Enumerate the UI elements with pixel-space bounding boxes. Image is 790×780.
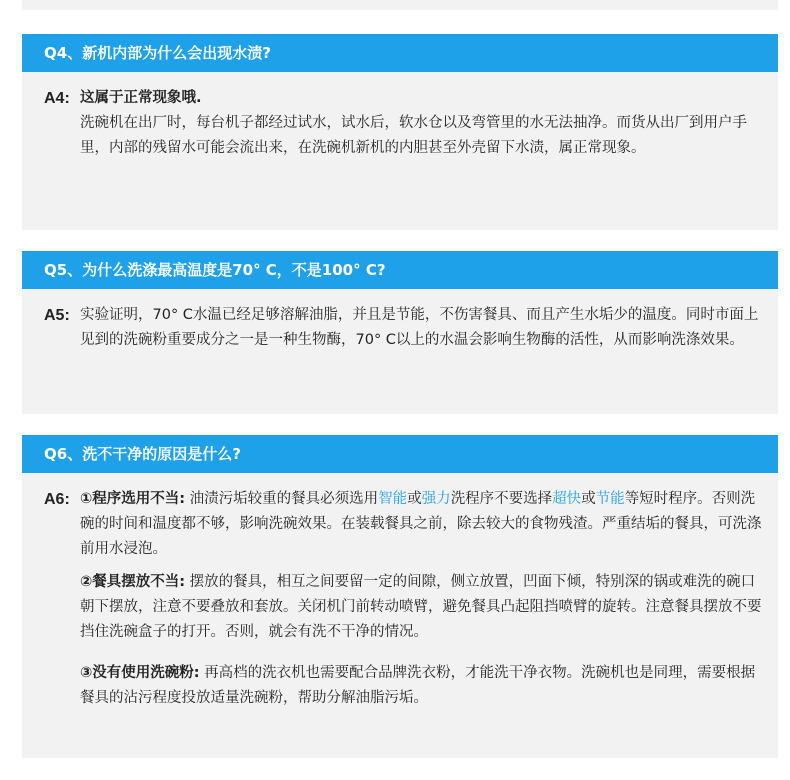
answer-item-program-selection [80, 487, 764, 562]
item-text: 油渍污垢较重的餐具必须选用 [185, 491, 379, 507]
item-text: 等短时程序。否则洗碗的时间和温度都不够，影响洗碗效果。在装载餐具之前，除去较大的食物残渣。严重结垢的餐具，可洗涤前用水浸泡。 [80, 491, 762, 557]
highlight-eco: 节能 [595, 491, 625, 507]
faq-card-q6 [22, 435, 778, 758]
answer-q6 [22, 473, 778, 711]
answer-label-a6: A6: [44, 491, 70, 508]
question-q6: Q6、洗不干净的原因是什么? [22, 435, 778, 473]
previous-faq-card [22, 0, 778, 10]
answer-q4 [22, 72, 778, 161]
item-text: 或 [407, 491, 422, 507]
highlight-quick: 超快 [552, 491, 582, 507]
item-heading-detergent: ③没有使用洗碗粉: [80, 665, 200, 681]
answer-item-no-detergent [80, 661, 764, 711]
answer-text-a4: 洗碗机在出厂时，每台机子都经过试水，试水后，软水仓以及弯管里的水无法抽净。而货从出厂到用户手里，内部的残留水可能会流出来，在洗碗机新机的内胆甚至外壳留下水渍，属正常现象。 [80, 115, 747, 156]
answer-label-a5: A5: [44, 307, 70, 324]
faq-card-q4 [22, 34, 778, 230]
question-q4: Q4、新机内部为什么会出现水渍? [22, 34, 778, 72]
highlight-intensive: 强力 [421, 491, 451, 507]
answer-text-a5: 实验证明，70° C水温已经足够溶解油脂，并且是节能，不伤害餐具、而且产生水垢少的温度。同时市面上见到的洗碗粉重要成分之一是一种生物酶，70° C以上的水温会影响生物酶的活性，从而影响洗涤效果。 [80, 307, 759, 348]
item-text: 或 [581, 491, 596, 507]
item-text: 摆放的餐具，相互之间要留一定的间隙，侧立放置，凹面下倾，特别深的锅或难洗的碗口朝下摆放，注意不要叠放和套放。关闭机门前转动喷臂，避免餐具凸起阻挡喷臂的旋转。注意餐具摆放不要挡住洗碗盒子的打开。否则，就会有洗不干净的情况。 [80, 574, 762, 640]
highlight-smart: 智能 [378, 491, 408, 507]
question-q5: Q5、为什么洗涤最高温度是70° C，不是100° C? [22, 251, 778, 289]
answer-q5 [22, 289, 778, 353]
item-text: 再高档的洗衣机也需要配合品牌洗衣粉，才能洗干净衣物。洗碗机也是同理，需要根据餐具的沾污程度投放适量洗碗粉，帮助分解油脂污垢。 [80, 665, 756, 706]
answer-heading-a4: 这属于正常现象哦. [80, 90, 202, 106]
faq-card-q5 [22, 251, 778, 414]
item-text: 洗程序不要选择 [450, 491, 553, 507]
item-heading-program: ①程序选用不当: [80, 491, 186, 507]
item-heading-placement: ②餐具摆放不当: [80, 574, 186, 590]
answer-label-a4: A4: [44, 90, 70, 107]
answer-item-dish-placement [22, 570, 764, 645]
